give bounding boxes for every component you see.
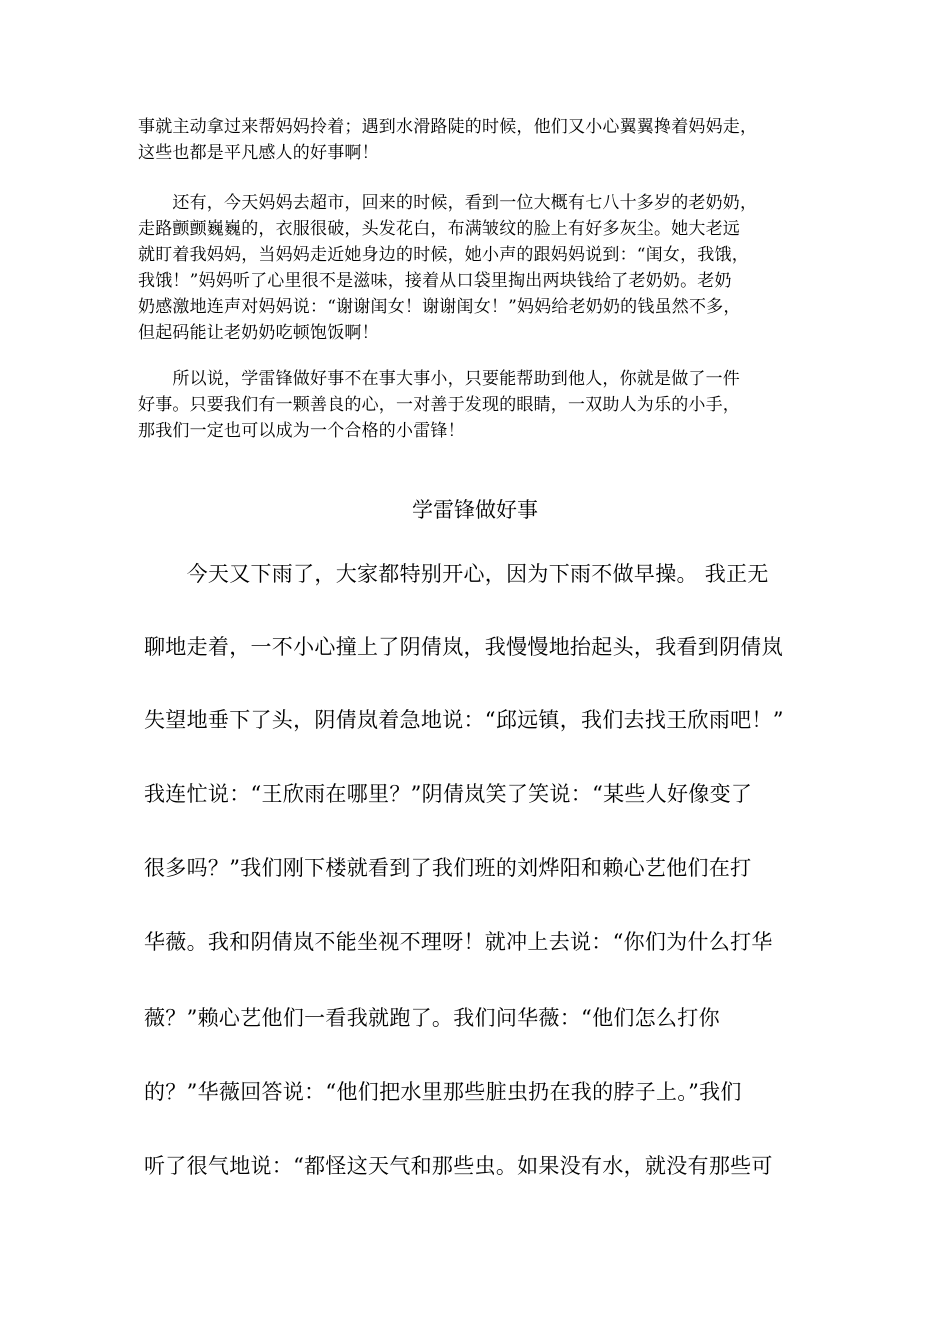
essay-line: 我连忙说：“王欣雨在哪里？”阴倩岚笑了笑说：“某些人好像变了 — [144, 782, 753, 806]
essay-line: 华薇。我和阴倩岚不能坐视不理呀！就冲上去说：“你们为什么打华 — [144, 930, 773, 954]
text-line: 但起码能让老奶奶吃顿饱饭啊！ — [138, 323, 379, 343]
text-line: 所以说，学雷锋做好事不在事大事小，只要能帮助到他人，你就是做了一件 — [138, 369, 740, 389]
text-line: 奶感激地连声对妈妈说：“谢谢闺女！谢谢闺女！”妈妈给老奶奶的钱虽然不多， — [138, 297, 741, 317]
paragraph-3 — [138, 366, 818, 444]
essay-title: 学雷锋做好事 — [412, 498, 538, 522]
text-line: 我饿！”妈妈听了心里很不是滋味，接着从口袋里掏出两块钱给了老奶奶。老奶 — [138, 271, 732, 291]
essay-line: 聊地走着，一不小心撞上了阴倩岚，我慢慢地抬起头，我看到阴倩岚 — [144, 635, 783, 659]
essay-line: 失望地垂下了头，阴倩岚着急地说：“邱远镇，我们去找王欣雨吧！” — [144, 708, 784, 732]
essay-line: 听了很气地说：“都怪这天气和那些虫。如果没有水，就没有那些可 — [144, 1154, 773, 1178]
text-line: 还有，今天妈妈去超市，回来的时候，看到一位大概有七八十多岁的老奶奶， — [138, 193, 758, 213]
text-line: 那我们一定也可以成为一个合格的小雷锋！ — [138, 421, 465, 441]
text-line: 就盯着我妈妈，当妈妈走近她身边的时候，她小声的跟妈妈说到：“闺女，我饿， — [138, 245, 749, 265]
essay-line: 今天又下雨了，大家都特别开心，因为下雨不做早操。 我正无 — [144, 562, 769, 586]
text-line: 好事。只要我们有一颗善良的心，一对善于发现的眼睛，一双助人为乐的小手， — [138, 395, 740, 415]
text-line: 走路颤颤巍巍的，衣服很破，头发花白，布满皱纹的脸上有好多灰尘。她大老远 — [138, 219, 740, 239]
paragraph-1 — [138, 114, 818, 166]
text-line: 这些也都是平凡感人的好事啊！ — [138, 143, 379, 163]
paragraph-2 — [138, 190, 818, 346]
essay-line: 的？”华薇回答说：“他们把水里那些脏虫扔在我的脖子上。”我们 — [144, 1080, 742, 1104]
text-line: 事就主动拿过来帮妈妈拎着；遇到水滑路陡的时候，他们又小心翼翼搀着妈妈走， — [138, 117, 758, 137]
essay-line: 薇？”赖心艺他们一看我就跑了。我们问华薇：“他们怎么打你 — [144, 1006, 720, 1030]
essay-line: 很多吗？”我们刚下楼就看到了我们班的刘烨阳和赖心艺他们在打 — [144, 856, 752, 880]
